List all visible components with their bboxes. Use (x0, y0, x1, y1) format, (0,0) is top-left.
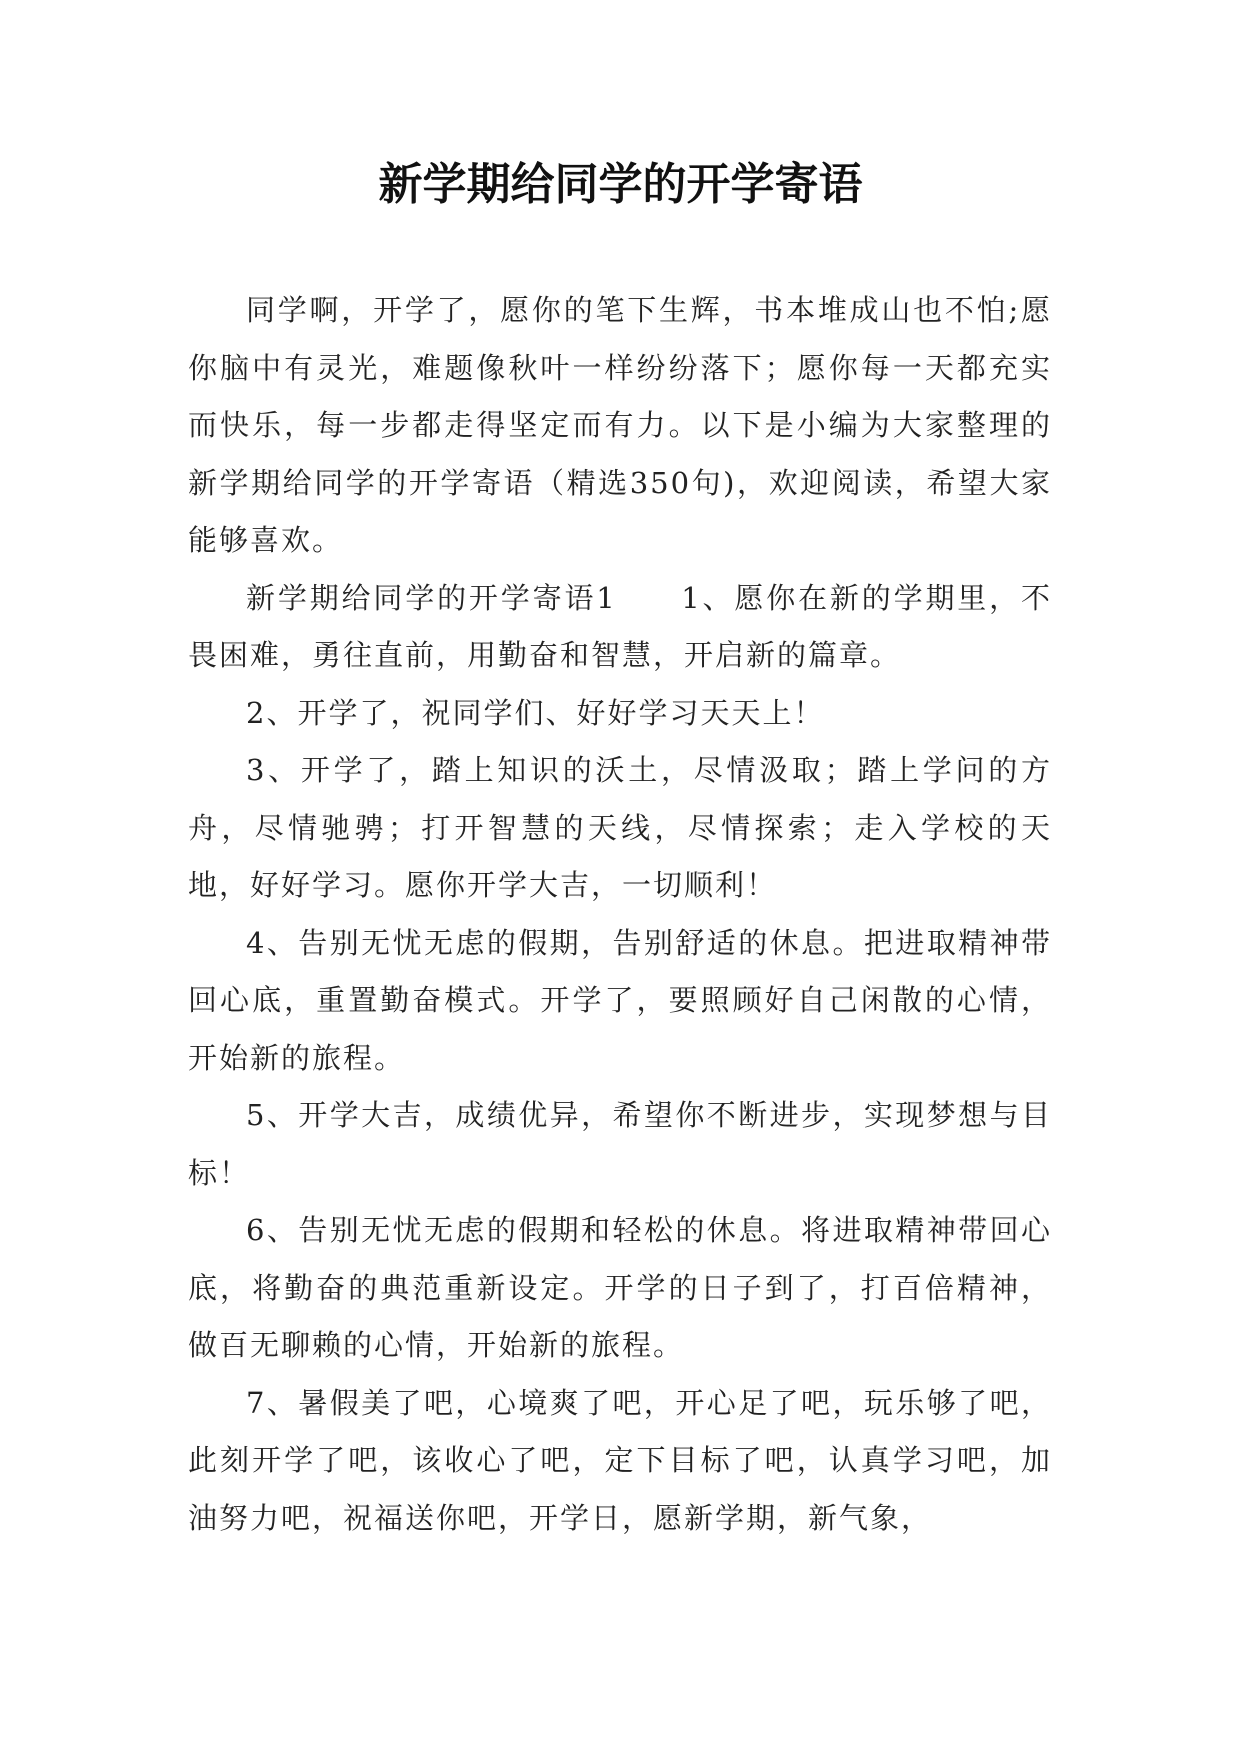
paragraph-item-7: 7、暑假美了吧，心境爽了吧，开心足了吧，玩乐够了吧，此刻开学了吧，该收心了吧，定下目标了吧，认真学习吧，加油努力吧，祝福送你吧，开学日，愿新学期，新气象， (188, 1385, 1052, 1535)
paragraph-intro: 同学啊，开学了，愿你的笔下生辉，书本堆成山也不怕;愿你脑中有灵光，难题像秋叶一样纷纷落下；愿你每一天都充实而快乐，每一步都走得坚定而有力。以下是小编为大家整理的新学期给同学的开学寄语（精选350句)，欢迎阅读，希望大家能够喜欢。 (188, 293, 1052, 557)
paragraph-item-4: 4、告别无忧无虑的假期，告别舒适的休息。把进取精神带回心底，重置勤奋模式。开学了，要照顾好自己闲散的心情，开始新的旅程。 (188, 925, 1052, 1075)
paragraph-item-2: 2、开学了，祝同学们、好好学习天天上！ (246, 695, 825, 730)
document-body (188, 282, 1052, 1547)
document-title: 新学期给同学的开学寄语 (378, 159, 863, 210)
paragraph-item-5: 5、开学大吉，成绩优异，希望你不断进步，实现梦想与目标！ (188, 1098, 1052, 1190)
paragraph-item-6: 6、告别无忧无虑的假期和轻松的休息。将进取精神带回心底，将勤奋的典范重新设定。开学的日子到了，打百倍精神，做百无聊赖的心情，开始新的旅程。 (188, 1213, 1052, 1362)
paragraph-item-3: 3、开学了，踏上知识的沃土，尽情汲取；踏上学问的方舟，尽情驰骋；打开智慧的天线，尽情探索；走入学校的天地，好好学习。愿你开学大吉，一切顺利！ (188, 753, 1052, 902)
paragraph-item-1: 新学期给同学的开学寄语1 1、愿你在新的学期里，不畏困难，勇往直前，用勤奋和智慧，开启新的篇章。 (188, 580, 1052, 672)
